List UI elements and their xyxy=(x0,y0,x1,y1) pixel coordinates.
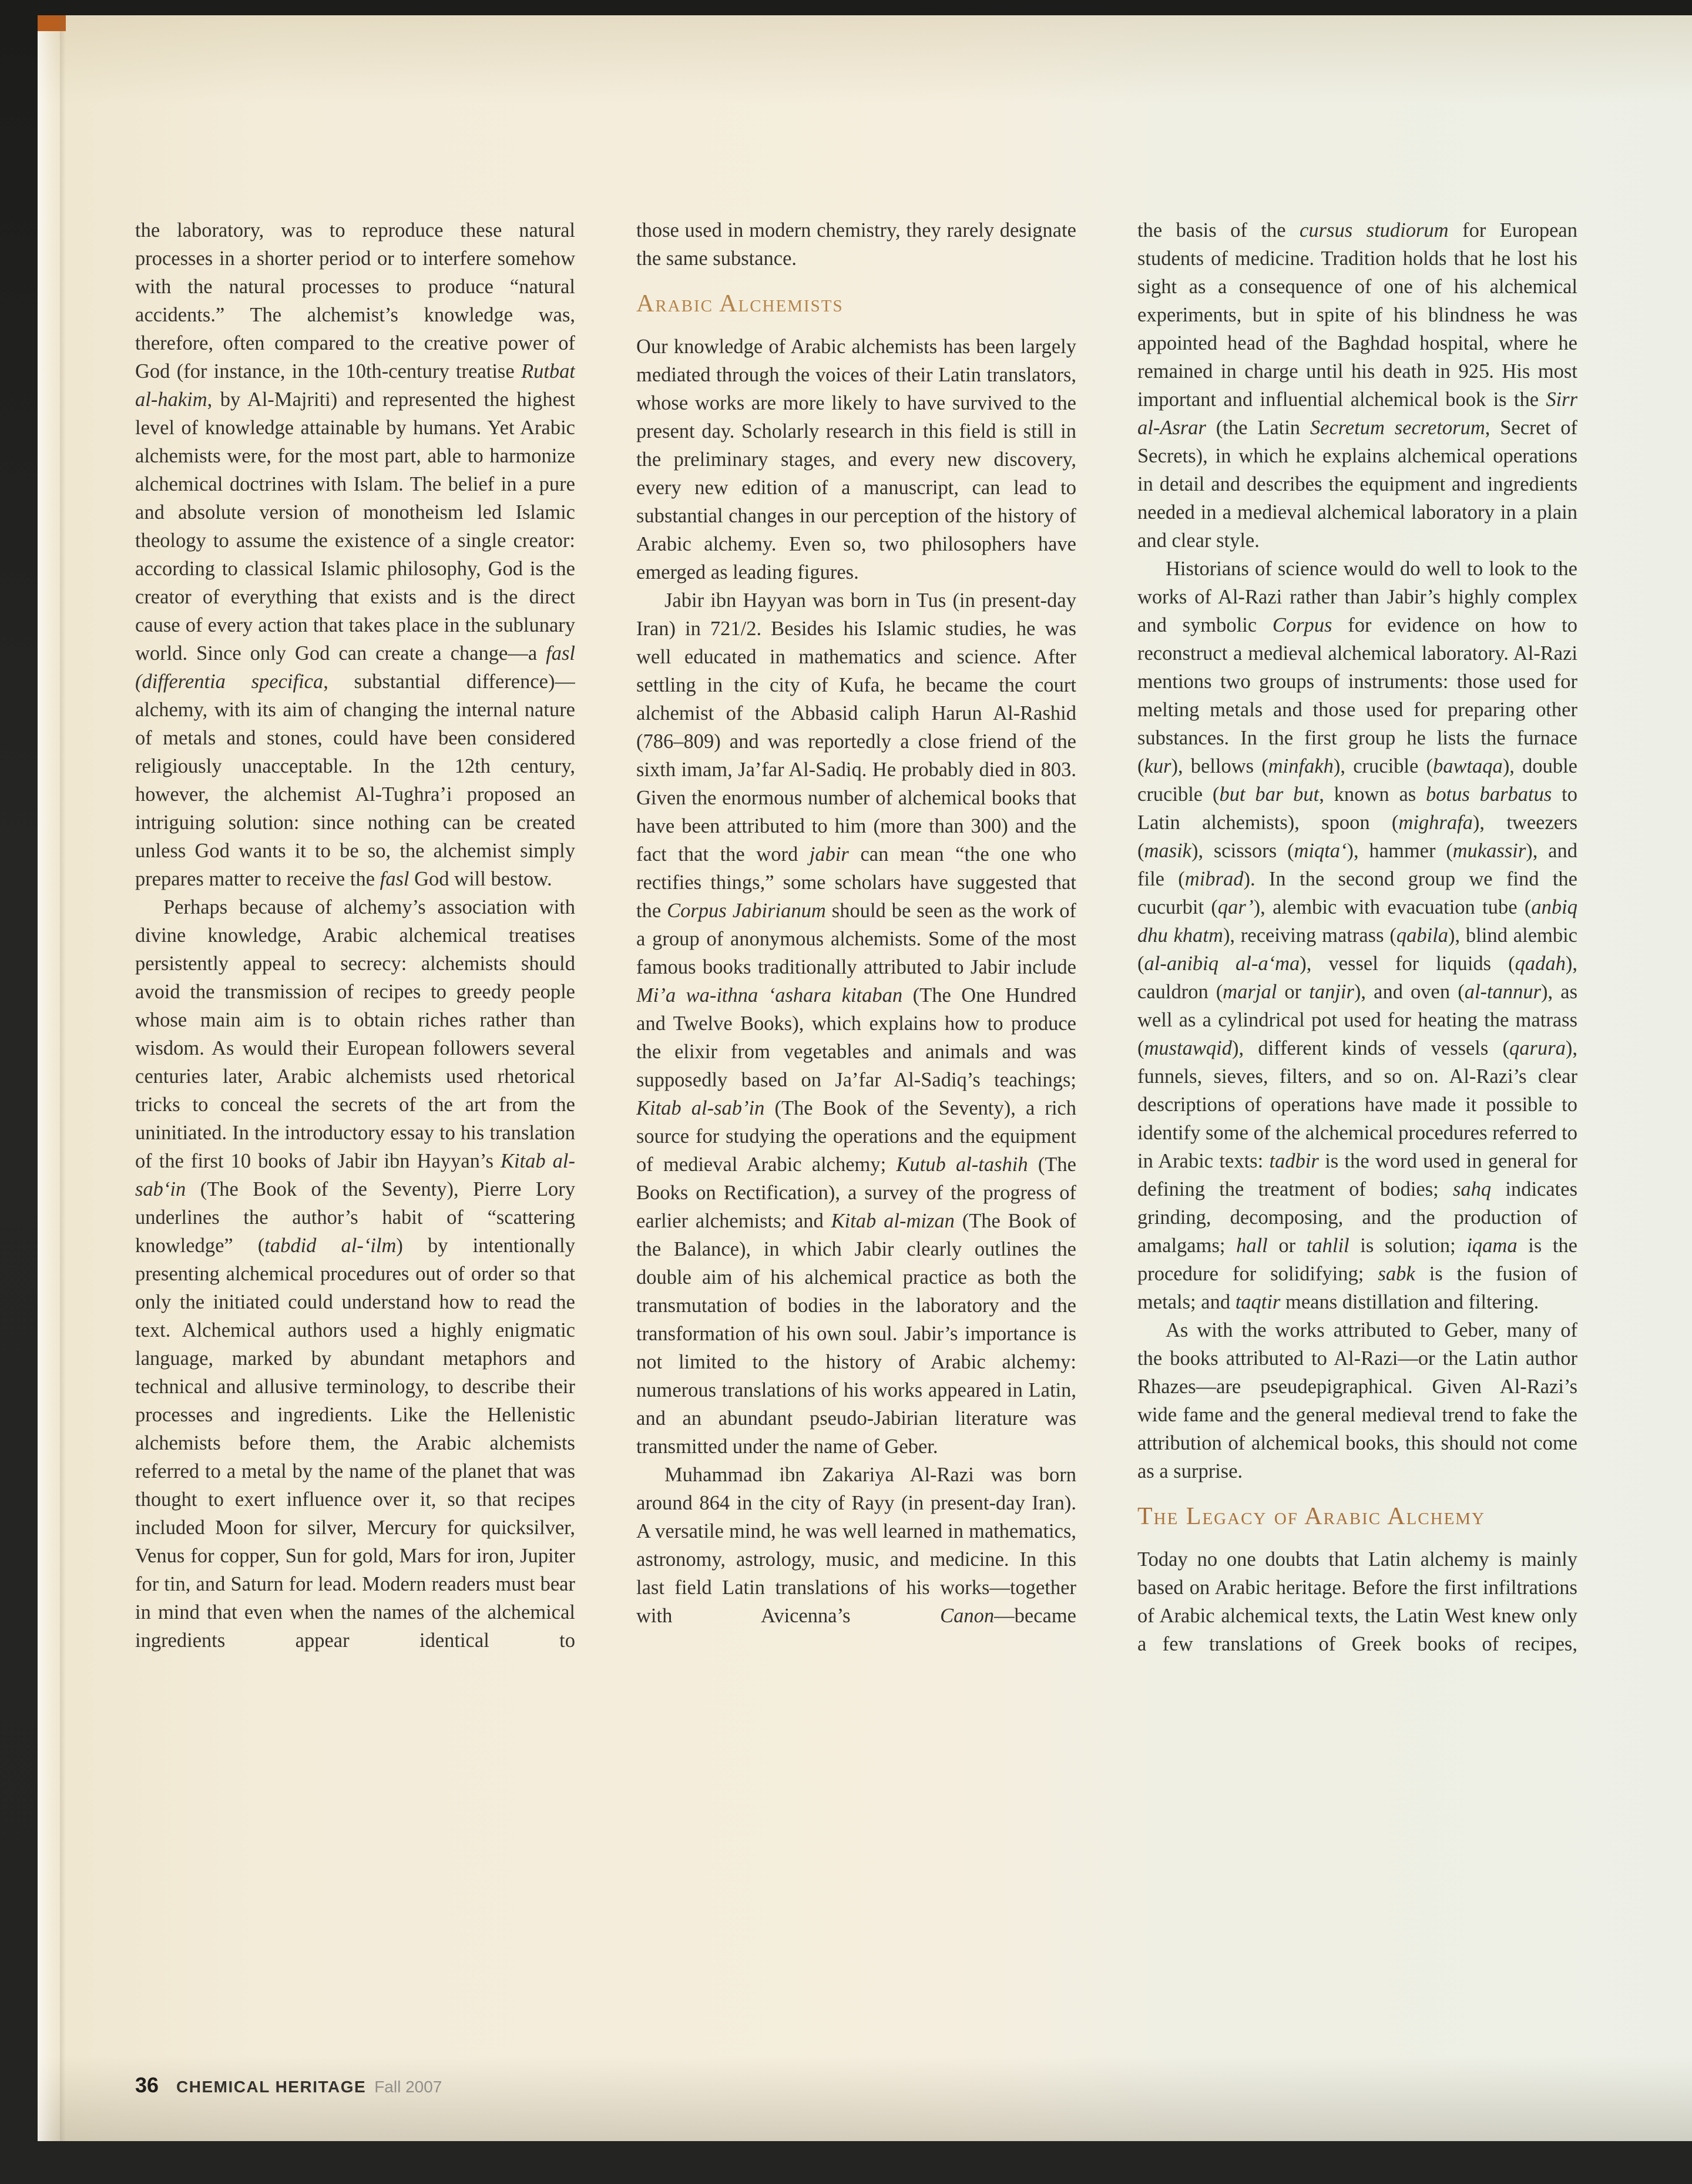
magazine-title: CHEMICAL HERITAGE xyxy=(176,2078,367,2096)
issue-date: Fall 2007 xyxy=(374,2078,442,2096)
paragraph: Perhaps because of alchemy’s association with divine knowledge, Arabic alchemical treatises persistently appeal to secrecy: alchemists should avoid the transmission of recipes to greedy people whose main aim is to obtain riches rather than wisdom. As would their European followers several centuries later, Arabic alchemists used rhetorical tricks to conceal the secrets of the art from the uninitiated. In the introductory essay to his translation of the first 10 books of Jabir ibn Hayyan’s Kitab al-sab‘in (The Book of the Seventy), Pierre Lory underlines the author’s habit of “scattering knowledge” (tabdid al-‘ilm) by intentionally presenting alchemical procedures out of order so that only the initiated could understand how to read the text. Alchemical authors used a highly enigmatic language, marked by abundant metaphors and technical and allusive terminology, to describe their processes and ingredients. Like the Hellenistic alchemists before them, the Arabic alchemists referred to a metal by the name of the planet that was thought to exert influence over it, so that recipes included Moon for silver, Mercury for quicksilver, Venus for copper, Sun for gold, Mars for iron, Jupiter for tin, and Saturn for lead. Modern readers must bear in mind that even when the names of the alchemical ingredients appear identical to xyxy=(135,896,575,1652)
page-number: 36 xyxy=(135,2073,159,2097)
article-body xyxy=(135,216,1578,2072)
paragraph: Jabir ibn Hayyan was born in Tus (in present-day Iran) in 721/2. Besides his Islamic studies, he was well educated in mathematics and science. After settling in the city of Kufa, he became the court alchemist of the Abbasid caliph Harun Al-Rashid (786–809) and was reportedly a close friend of the sixth imam, Ja’far Al-Sadiq. He probably died in 803. Given the enormous number of alchemical books that have been attributed to him (more than 300) and the fact that the word jabir can mean “the one who rectifies things,” some scholars have suggested that the Corpus Jabirianum should be seen as the work of a group of anonymous alchemists. Some of the most famous books traditionally attributed to Jabir include Mi’a wa-ithna ‘ashara kitaban (The One Hundred and Twelve Books), which explains how to produce the elixir from vegetables and animals and was supposedly based on Ja’far Al-Sadiq’s teachings; Kitab al-sab’in (The Book of the Seventy), a rich source for studying the operations and the equipment of medieval Arabic alchemy; Kutub al-tashih (The Books on Rectification), a survey of the progress of earlier alchemists; and Kitab al-mizan (The Book of the Balance), in which Jabir clearly outlines the double aim of his alchemical practice as both the transmutation of bodies in the laboratory and the transformation of his own soul. Jabir’s importance is not limited to the history of Arabic alchemy: numerous translations of his works appeared in Latin, and an abundant pseudo-Jabirian literature was transmitted under the name of Geber. xyxy=(636,589,1076,1458)
section-heading-arabic-alchemists: Arabic Alchemists xyxy=(636,290,844,317)
paragraph: those used in modern chemistry, they rarely designate the same substance. xyxy=(636,219,1076,270)
paragraph: Historians of science would do well to look to the works of Al-Razi rather than Jabir’s highly complex and symbolic Corpus for evidence on how to reconstruct a medieval alchemical laboratory. Al-Razi mentions two groups of instruments: those used for melting metals and those used for preparing other substances. In the first group he lists the furnace (kur), bellows (minfakh), crucible (bawtaqa), double crucible (but bar but, known as botus barbatus to Latin alchemists), spoon (mighrafa), tweezers (masik), scissors (miqta‘), hammer (mukassir), and file (mibrad). In the second group we find the cucurbit (qar’), alembic with evacuation tube (anbiq dhu khatm), receiving matrass (qabila), blind alembic (al-anibiq al-a‘ma), vessel for liquids (qadah), cauldron (marjal or tanjir), and oven (al-tannur), as well as a cylindrical pot used for heating the matrass (mustawqid), different kinds of vessels (qarura), funnels, sieves, filters, and so on. Al-Razi’s clear descriptions of operations have made it possible to identify some of the alchemical procedures referred to in Arabic texts: tadbir is the word used in general for defining the treatment of bodies; sahq indicates grinding, decomposing, and the production of amalgams; hall or tahlil is solution; iqama is the procedure for solidifying; sabk is the fusion of metals; and taqtir means distillation and filtering. xyxy=(1137,558,1577,1313)
paragraph: Our knowledge of Arabic alchemists has been largely mediated through the voices of their Latin translators, whose works are more likely to have survived to the present day. Scholarly research in this field is still in the preliminary stages, and every new discovery, every new edition of a manuscript, can lead to substantial changes in our perception of the history of Arabic alchemy. Even so, two philosophers have emerged as leading figures. xyxy=(636,336,1076,583)
column-1 xyxy=(135,216,575,2072)
column-2 xyxy=(636,216,1076,2072)
page-footer xyxy=(135,2073,442,2098)
column-3 xyxy=(1137,216,1577,2072)
paragraph: As with the works attributed to Geber, many of the books attributed to Al-Razi—or the Latin author Rhazes—are pseudepigraphical. Given Al-Razi’s wide fame and the general medieval trend to fake the attribution of alchemical books, this should not come as a surprise. xyxy=(1137,1319,1577,1482)
paragraph: the laboratory, was to reproduce these natural processes in a shorter period or to interfere somehow with the natural processes to produce “natural accidents.” The alchemist’s knowledge was, therefore, often compared to the creative power of God (for instance, in the 10th-century treatise Rutbat al-hakim, by Al-Majriti) and represented the highest level of knowledge attainable by humans. Yet Arabic alchemists were, for the most part, able to harmonize alchemical doctrines with Islam. The belief in a pure and absolute version of monotheism led Islamic theology to assume the existence of a single creator: according to classical Islamic philosophy, God is the creator of everything that exists and is the direct cause of every action that takes place in the sublunary world. Since only God can create a change—a fasl (differentia specifica, substantial difference)—alchemy, with its aim of changing the internal nature of metals and stones, could have been considered religiously unacceptable. In the 12th century, however, the alchemist Al-Tughra’i proposed an intriguing solution: since nothing can be created unless God wants it to be so, the alchemist simply prepares matter to receive the fasl God will bestow. xyxy=(135,219,575,890)
paragraph: Muhammad ibn Zakariya Al-Razi was born around 864 in the city of Rayy (in present-day Iran). A versatile mind, he was well learned in mathematics, astronomy, astrology, music, and medicine. In this last field Latin translations of his works—together with Avicenna’s Canon—became xyxy=(636,1464,1076,1627)
scan-corner-artifact xyxy=(38,15,66,31)
paragraph: Today no one doubts that Latin alchemy is mainly based on Arabic heritage. Before the first infiltrations of Arabic alchemical texts, the Latin West knew only a few translations of Greek books of recipes, xyxy=(1137,1548,1577,1655)
magazine-page xyxy=(38,15,1692,2141)
paragraph: the basis of the cursus studiorum for European students of medicine. Tradition holds that he lost his sight as a consequence of one of his alchemical experiments, but in spite of his blindness he was appointed head of the Baghdad hospital, where he remained in charge until his death in 925. His most important and influential alchemical book is the Sirr al-Asrar (the Latin Secretum secretorum, Secret of Secrets), in which he explains alchemical operations in detail and describes the equipment and ingredients needed in a medieval alchemical laboratory in a plain and clear style. xyxy=(1137,219,1577,552)
section-heading-legacy: The Legacy of Arabic Alchemy xyxy=(1137,1503,1486,1530)
